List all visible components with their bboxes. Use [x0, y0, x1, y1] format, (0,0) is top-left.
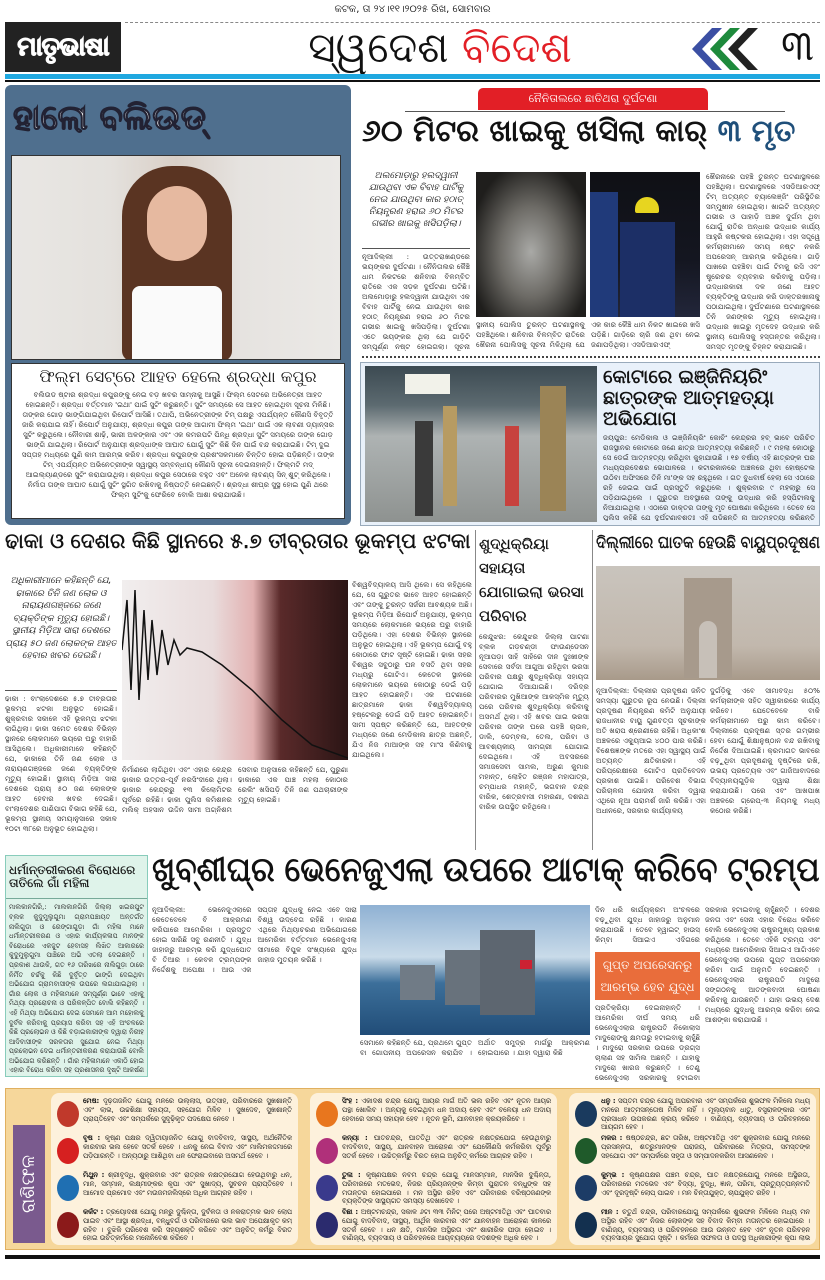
column-divider: [475, 530, 476, 850]
earthquake-body-3: ବିଶ୍ୱବିଦ୍ୟାଳୟ ଆସି ଥିଲେ। ସେ କହିଥିଲେ ଯେ, ସେ ଗୁରୁତର ଭାବେ ଆହତ ହୋଇଛନ୍ତି ଏବଂ ତାଙ୍କୁ ତୁରନ୍ତ ସର୍ଜରୀ ଆବଶ୍ୟକ ଅଛି। ଭୂକମ୍ପ ମିଡ଼ିଆ ରିପୋର୍ଟ ଅନୁଯାୟୀ, ଭୂକମ୍ପ ସମୟରେ ଲୋକମାନେ ଭୟରେ ଘରୁ ବାହାରି ପଡ଼ିଥିଲେ। ଏହା ଦେଶର ବିଭିନ୍ନ ସ୍ଥାନରେ ଅନୁଭୂତ ହୋଇଥିଲା। ଏହି ଭୂକମ୍ପ ଯୋଗୁଁ ବହୁ କୋଠାରେ ଫାଟ ସୃଷ୍ଟି ହୋଇଛି। ଢାକା ସହର ବିଶ୍ୱର ସବୁଠାରୁ ଘନ ବସତି ଥିବା ସହର ମଧ୍ୟରୁ ଗୋଟିଏ। କେତେକ ସ୍ଥାନରେ ଲୋକମାନେ ଭୟରେ କୋଠାରୁ ଡେଇଁ ପଡ଼ି ଆହତ ହୋଇଛନ୍ତି। ଏକ ଘଟଣାରେ ଛାତ୍ରମାନେ ଢାକା ବିଶ୍ୱବିଦ୍ୟାଳୟ ହଷ୍ଟେଲରୁ ଡେଇଁ ପଡ଼ି ଆହତ ହୋଇଛନ୍ତି। ସାମୀ ସ୍ପଷ୍ଟ କରିଛନ୍ତି ଯେ, ଆହତଙ୍କ ମଧ୍ୟରେ ଜଣେ ମେଡିକାଲ ଛାତ୍ର ଅଛନ୍ତି, ଯିଏ ନିଜ ମାଆଙ୍କ ସହ ମାଂସ କିଣିବାକୁ ଯାଇଥିଲେ।: [352, 580, 472, 759]
rashi-item: [575, 1208, 810, 1243]
seismograph-wave: [122, 580, 348, 760]
trump-caption: ସେମାନେ କହିଛନ୍ତି ଯେ, ପ୍ରଥମେ ଗୁପ୍ତ ବା ଗୋପନୀୟ ଅପରେସନ କରାଯିବ । ଅର୍ଥାତ ସମୁଦ୍ର ମାର୍ଗରୁ ଆକ୍ରମଣ ହୋଇପାରେ । ଯାହା ଦ୍ୱାରା କିଛି: [360, 1038, 590, 1057]
trump-body-3: ସରକାର ହଟାଇବାକୁ ଚାହୁଁଛନ୍ତି । ଦେଶର ଜନତା ଏବଂ ସେନା ଏହାର ବିରୋଧ କରିବେ ବୋଲି ଭେନେଜୁଏଲା ରାଷ୍ଟ୍ରମୁଖ୍ୟ ପ୍ରକାଶ କରିଥିଲେ । ତେବେ ଏହିକି ଟ୍ରମ୍ପ ଏବଂ ମଧ୍ୟରେ ଆମେରିକାର ସିଆଇଏ ଆଗିଏବେ ଭେନେଜୁଏଲା ଉପରେ ଗୁପ୍ତ ଅପରେସନ କରିବା ପାଇଁ ଅନୁମତି ଦେଇଛନ୍ତି । ଭେନେଜୁଏଲାର ରାଷ୍ଟ୍ରପତି ମାଦୁରୋ ସଙ୍ଗଠନକୁ ଆତଙ୍କବାଦୀ ଘୋଷଣା କରିବାକୁ ଯାଉଛନ୍ତି । ଯାହା ଉଭୟ ଦେଶ ମଧ୍ୟରେ ଯୁଦ୍ଧକୁ ଆରମ୍ଭ କରିବା ନେଇ ଆଶଙ୍କା କରାଯାଉଛି ।: [705, 905, 820, 1024]
rashi-forecast: ଦୃଢ଼ତାଜନିତ ଯୋଗୁ ମନରେ ଉଲ୍ଲାସ, ଉତ୍ସାହ, ପରିବାରରେ ସୁଖଶାନ୍ତି ଏବଂ ଲାଭ, ଉଚ୍ଚଶିକ୍ଷା ସହାୟତା, ସହଯୋଗ ମିଳିବ । ସୁଖଦେବ, ସୁଖଶାନ୍ତି ପ୍ରାପ୍ତିହେବ ଏବଂ ସମ୍ପର୍କରେ ସୁଦୃଢ଼ିକୃତ ପଦକ୍ଷେପ ନେବେ ।: [83, 1097, 292, 1123]
column-divider: [592, 530, 593, 850]
rashi-item: [57, 1171, 292, 1206]
rashi-item: [575, 1171, 810, 1206]
nainital-headline-main: ୬୦ ମିଟର ଖାଇକୁ ଖସିଲା କାର୍: [362, 114, 708, 149]
rashi-name: ବୃଷ :: [83, 1134, 101, 1142]
earthquake-body-1: ଢାକା : ବାଂଲାଦେଶରେ ୫.୭ ତୀବ୍ରତାର ଭୂକମ୍ପ ଝଟକା ଅନୁଭୂତ ହୋଇଛି। ଶୁକ୍ରବାର ସକାଳେ ଏହି ଭୂକମ୍ପ ଝଟକା ଲାଗିଥିଲା। ଢାକା ସମେତ ଦେଶର ବିଭିନ୍ନ ସ୍ଥାନରେ ଲୋକମାନେ ଭୟରେ ଘରୁ ବାହାରି ଆସିଥିଲେ। ଅଧିକାରୀମାନେ କହିଛନ୍ତି ଯେ, ଢାକାରେ ତିନି ଜଣ ଲୋକ ଓ ନାରାୟଣଗଞ୍ଜରେ ଜଣେ ବ୍ୟକ୍ତିଙ୍କ ମୃତ୍ୟୁ ହୋଇଛି। ସ୍ଥାନୀୟ ମିଡ଼ିଆ ସାରା ଦେଶରେ ପ୍ରାୟ ୫୦ ଜଣ ଲୋକଙ୍କ ଆହତ ହେବାର ଖବର ଦେଇଛି। ବାଂଲାଦେଶର ପାଣିପାଗ ବିଭାଗ କହିଛି ଯେ, ଭୂକମ୍ପ ସ୍ଥାନୀୟ ସମୟାନୁସାରେ ସକାଳ ୧୦ଟା ୩୮ରେ ଅନୁଭୂତ ହୋଇଥିଲା।: [5, 694, 117, 833]
rashi-name: ମକର :: [601, 1134, 623, 1142]
rashi-name: ତୁଳା :: [342, 1171, 361, 1179]
bollywood-section: [5, 85, 351, 525]
capricorn-icon: [575, 1138, 597, 1164]
seismograph-image: [122, 580, 348, 760]
taurus-icon: [57, 1138, 79, 1164]
delhi-body-1: ନୂଆଦିଲ୍ଲୀ: ଦିଲ୍ଲୀର ପ୍ରଦୂଷଣ ଜନିତ ସମସ୍ୟା ଗୁରୁତର ରୂପ ନେଉଛି। ଦିଲ୍ଲୀ ପ୍ରଦୂଷଣ ନିୟନ୍ତ୍ରଣ କମିଟି ଅନୁଯାୟୀ ରାଜଧାନୀର ବାୟୁ ଗୁଣବତ୍ତା ସୂଚକାଙ୍କ ଅତି ଖରାପ ଶ୍ରେଣୀରେ ରହିଛି। ଅଧିକାଂଶ ଅଞ୍ଚଳରେ ଏକ୍ୟୁଆଇ ୪୦୦ ପାର କରିଛି। ବିଶେଷଜ୍ଞଙ୍କ ମତରେ ଏହା ସ୍ୱାସ୍ଥ୍ୟ ପାଇଁ ଅତ୍ୟନ୍ତ କ୍ଷତିକାରକ। ଏହି ପରିପ୍ରେକ୍ଷୀରେ ଗୋଟିଏ ପ୍ରତିବେଦନ ପ୍ରକାଶ ପାଇଛି। ପରିବେଶ ବିଭାଗ ପରିଚାଳନା ଯୋଜନା କରିବା ଦ୍ୱାରା ଏଥିରେ ନୂଆ ପରାମର୍ଶ ଜାରି କରିଛି। ଏହା ଅଧୀନରେ, ସରକାର କାର୍ଯ୍ୟାଳୟ: [596, 686, 706, 815]
rashi-text: [342, 1097, 551, 1132]
nainital-photo-car: [476, 172, 586, 317]
gemini-icon: [57, 1175, 79, 1201]
nainital-body-2: ସ୍ଥାନୀୟ ପୋଲିସ ତୁରନ୍ତ ଘଟଣାସ୍ଥଳକୁ ପହଞ୍ଚିଥିଲେ। ଶନିବାର ବିଳମ୍ବିତ ରାତିରେ ଖୈରନା ପୋଲିସକୁ ସୂଚନା ମିଳିଥିଲା ଯେ ଏକ କାର କୈଞ୍ଚି ଧାମ ନିକଟ ଖାଇରେ ଖସି ପଡ଼ିଛି। ଗାଡ଼ିରେ ଚାରି ଜଣ ଥିବା ନେଇ ଜଣାପଡ଼ିଥିଲା। ଏସଡିଆରଏଫ୍: [476, 320, 700, 349]
section-title-swadesh: ସ୍ୱଦେଶ: [308, 23, 449, 72]
nainital-tag: ନୈନିତାଲରେ ଛାତିଥରା ଦୁର୍ଘଟଣା: [478, 88, 708, 110]
rashi-forecast: ଚତୁର୍ଥ ଚନ୍ଦ୍ର, ପରିବାରଯୋଗୁ ସମ୍ପର୍କରେ ଶୁଭଫଳ ମିଳିଲେ ମଧ୍ୟ ମନ ଅସ୍ଥିର ରହିବ ଏବଂ ନିଜର ଲୋକଙ୍କ ସହ ବିବାଦ କିମ୍ବା ମତାନ୍ତର ହୋଇପାରେ । ବାଣିଜ୍ୟ, ବ୍ୟବସାୟ ଓ ପରିବହନରେ ଆଉ ଉନ୍ନତ ହେବ ଏବଂ ନୂତନ ପରିବହନ ବ୍ୟବସାୟର ସୁଯୋଗ ସୃଷ୍ଟି । କର୍ମରେ ସଫଳତା ଓ ପଦସ୍ଥ ଅଧିକାରୀଙ୍କ କୃପା ଲାଭ: [601, 1208, 810, 1243]
rashiphala-column: [569, 1093, 816, 1245]
rule: [362, 248, 470, 249]
masthead-logo: ମାତୃଭାଷା: [5, 22, 121, 72]
nainital-body-1: ନୂଆଦିଲ୍ଲୀ : ଉତ୍ତରାଖଣ୍ଡରେ ଭୟଙ୍କର ଦୁର୍ଘଟଣା । ନୈନିତାଲର କୈଞ୍ଚି ଧାମ ନିକଟରେ ଶନିବାର ବିଳମ୍ବିତ ରାତିରେ ଏକ ସଡ଼କ ଦୁର୍ଘଟଣା ଘଟିଛି। ଅଲମୋଡ଼ାରୁ ହଲଦ୍ୱାନୀ ଯାଉଥିବା ଏକ ବିବାହ ପାର୍ଟିକୁ ନେଇ ଯାଉଥିବା କାର ହଠାତ୍ ନିୟନ୍ତ୍ରଣ ହରାଇ ୬୦ ମିଟର ଗଭୀର ଖାଇକୁ ଖସିପଡ଼ିଲା। ଦୁର୍ଘଟଣା ଏତେ ଭୟଙ୍କର ଥିଲା ଯେ ଗାଡ଼ିଟି ସମ୍ପୂର୍ଣ୍ଣ ନଷ୍ଟ ହୋଇଗଲା। ସୂଚନା: [362, 252, 470, 351]
rashi-text: [83, 1134, 292, 1169]
trump-body-1: ନୂଆଦିଲ୍ଲୀ: ଭେନେଜୁଏଲାରେ କେତେବେଳେ ବି ଆକ୍ରମଣ କରିପାରେ ଆମେରିକା । ପ୍ରସ୍ତୁତ ହୋଇ ସାରିଛି ସବୁ ରଣନୀତି । ଯୁଦ୍ଧ ଜାହାଜରୁ ଆରମ୍ଭ କରି ଯୁଦ୍ଧପୋତ ବି ତିଆର । କେବଳ ଟ୍ରମ୍ପଙ୍କ ନିର୍ଦ୍ଦେଶକୁ ଅପେକ୍ଷା । ଆଉ ଏକ ସପ୍ତାହ ଯୁଦ୍ଧକୁ ନେଇ ଏବେ ସାରା ବିଶ୍ୱ ଉଦ୍‌ବେଗ ରହିଛି । କାରଣ ଏଥିରେ ମିଥ୍ୟାଚରଣ ଅଭିଯୋଗରେ ଆମେରିକା ବର୍ତ୍ତମାନ ଭେନେଜୁଏଲା ସୀମାରେ ବିପୁଳ ସଂଖ୍ୟାରେ ଯୁଦ୍ଧ ଜାହାଜ ମୁତୟନ କରିଛି ।: [152, 905, 357, 974]
bollywood-photo: [11, 155, 341, 360]
dateline: କଟକ, ତା ୨୪।୧୧।୨୦୨୫ ରିଖ, ସୋମବାର: [334, 4, 491, 15]
shuddhi-headline: ଶୁଦ୍ଧିକ୍ରିୟା ସହାୟତା ଯୋଗାଇଲା ଭରସା ପରିବାର: [479, 535, 584, 625]
trump-body-2-column: [595, 905, 700, 1082]
nainital-photo-rescue: [590, 172, 700, 317]
warships-photo: [360, 905, 590, 1035]
rashi-forecast: କୃଷ୍ଣ ପକ୍ଷର ଦ୍ୱିତୀୟାଜନିତ ଯୋଗୁ ବାଦବିବାଦ, ସାସ୍ଥ୍ୟ, ଅର୍ଥନୈତିକ କାରବାର ଭଲ ହେବେ ସତର୍କ ହେବେ । ଧନକୁ ନେଇ ବିବାଦ ଏବଂ ମାଲିମକଦ୍ଦମାରେ ପଡ଼ିପାରନ୍ତି । ଅନ୍ୟଠାରୁ ଆଶିଥିବା ଧନ ଫେରାଇବାରେ ଅସମର୍ଥ ହେବେ ।: [83, 1134, 292, 1160]
kota-photo: [365, 366, 597, 522]
earthquake-pullquote: ଅଧିକାରୀମାନେ କହିଛନ୍ତି ଯେ, ଢାକାରେ ତିନି ଜଣ ଲୋକ ଓ ନାରାୟଣଗଞ୍ଜରେ ଜଣେ ବ୍ୟକ୍ତିଙ୍କ ମୃତ୍ୟୁ ହୋଇଛି। ସ୍ଥାନୀୟ ମିଡ଼ିଆ ସାରା ଦେଶରେ ପ୍ରାୟ ୫୦ ଜଣ ଲୋକଙ୍କ ଆହତ ହେବାର ଖବର ଦେଇଛି।: [5, 576, 117, 661]
rashi-forecast: ଘାତଚନ୍ଦ୍ର, ଘାତତିଥି ଏବଂ ରାତ୍ରକ ନକ୍ଷତ୍ରଯୋଗ ହେଉଥିବାରୁ ବାଦବିବାଦ, ସାସ୍ଥ୍ୟ, ଯାନବାହନ ଆରୋହଣ ଏବଂ ଯେକୌଣସି କର୍ମକରିବା ପୂର୍ବରୁ ସତର୍କ ହେବେ । ଉଚ୍ଚିତ୍‌କର୍ମରୁ ବିରତ ହୋଇ ଅନୁଚିତ୍ କର୍ମରେ ଆଗ୍ରହ ରହିବ ।: [342, 1134, 551, 1160]
earthquake-body-2: ନିର୍ମାଣରେ ଲାଗିଥିବା ଏବଂ ଏହାର କେନ୍ଦ୍ର ଢାକାର ଉତ୍ତର-ପୂର୍ବ ନରସିଂଦୀରେ ଥିଲା। ଢାକାର କେନ୍ଦ୍ରରୁ ୧୩ କିଲୋମିଟର ପୂର୍ବରେ ରହିଛି। ଢାକା ପୁଲିସ କମିଶନର ମଲିକ୍ ଅହସାନ ଉଦ୍ଦିନ ସାମୀ ଅଗ୍ନିଶମ ସେବାର ଅନୁସାରେ କହିଛନ୍ତି ଯେ, ପୁରୁଣା ଢାକାରେ ଏକ ପାଞ୍ଚ ମହଲା କୋଠାର ରେଲିଂ ଖସିପଡ଼ି ତିନି ଜଣ ପଥଚାରୀଙ୍କ ମୃତ୍ୟୁ ହୋଇଛି।: [122, 765, 348, 814]
conversion-section: [5, 855, 148, 1077]
rashiphala-column: [310, 1093, 557, 1245]
rashi-name: କୁମ୍ଭ :: [601, 1171, 625, 1179]
rashi-forecast: ତ୍ରୟୋଦଶୀ ଯୋଗୁ ମନରୁ ଦୁଶ୍ଚିନ୍ତା, ଦୁର୍ବଳତା ଓ ନକରାତ୍ମକ ଭାବ ଲୋପ ପାଇବ ଏବଂ ଆସ୍ଥା ଶ୍ରଦ୍ଧା, ବନ୍ଧୁବର୍ଗ ଓ ପରିବାରରେ ଭଲ ଭାବ ଅପେକ୍ଷାକୃତ କମ୍ ରହିବ । ବୁଝିକି ପରିବେଶ କରି ସହ୍ୟଶକ୍ତି କରିବେ ଏବଂ ଅନୁଚିତ୍ କର୍ମରୁ ବିରତ ହୋଇ ଉଚିତ୍‌କର୍ମରେ ମନୋନିବେଶ କରିବେ ।: [83, 1208, 292, 1243]
masthead-black-rule: [5, 80, 820, 82]
nainital-body-3: ଖୈରନାରେ ପହଞ୍ଚି ତୁରନ୍ତ ଘଟଣାସ୍ଥଳରେ ପହଞ୍ଚିଥିଲା। ଘଟଣାସ୍ଥଳରେ ଏସଡିଆରଏଫ୍ ଟିମ୍ ଅତ୍ୟନ୍ତ ଚ୍ୟାଲେଞ୍ଜିଂ ପରିସ୍ଥିତିର ସମ୍ମୁଖୀନ ହୋଇଥିଲା। ଖାଇଟି ଅତ୍ୟନ୍ତ ଗଭୀର ଓ ପାହାଡ଼ି ଅଞ୍ଚଳ ଦୁର୍ଗମ ଥିବା ଯୋଗୁଁ ରାତିର ଅନ୍ଧାର ଉଦ୍ଧାର କାର୍ଯ୍ୟ ଆହୁରି କଷ୍ଟକର ହୋଇଥିଲା। ଏହା ସତ୍ତ୍ୱେ କର୍ମଚାରୀମାନେ ସମୟ ନଷ୍ଟ ନକରି ଅପରେସନ୍ ଆରମ୍ଭ କରିଥିଲେ। ଗାଡ଼ି ପାଖରେ ପହଞ୍ଚିବା ପାଇଁ ଟିମକୁ ରସି ଏବଂ ଷ୍ଟ୍ରେଚର ବ୍ୟବହାର କରିବାକୁ ପଡ଼ିଲା। ଉଦ୍ଧାରକାରୀ ଦଳ ଜଣେ ଆହତ ବ୍ୟକ୍ତିଙ୍କୁ ଉଦ୍ଧାର କରି ଡାକ୍ତରଖାନାକୁ ପଠାଯାଇଥିଲା। ଦୁର୍ଘଟଣାରେ ଘଟଣାସ୍ଥଳରେ ତିନି ଜଣଙ୍କର ମୃତ୍ୟୁ ହୋଇଥିଲା। ଉଦ୍ଧାର ଖାଇରୁ ମୃତଦେହ ଉଦ୍ଧାର କରି ସ୍ଥାନୀୟ ପୋଲିସକୁ ହସ୍ତାନ୍ତର କରିଥିଲା। ସମସ୍ତ ମୃତଙ୍କୁ ଚିହ୍ନଟ କରାଯାଇଛି।: [706, 172, 820, 351]
trump-headline-box: [152, 852, 820, 898]
section-title-bidesh: ବିଦେଶ: [461, 23, 572, 72]
rashi-name: କର୍କଟ :: [83, 1208, 104, 1216]
kota-section: [360, 362, 820, 526]
rashi-forecast: କୃଷ୍ଣପକ୍ଷର ନବମ ଚନ୍ଦ୍ର ଯୋଗୁ ମାନସମ୍ମାନ, ମାନସିକ ଦୁଶ୍ଚିନ୍ତା, ପରିବାରରେ ମତଭେଦ, ନିଜର ପ୍ରିୟଜନ୍ଙ୍କ କିମ୍ବା ପୁରାତନ ବନ୍ଧୁଙ୍କ ସହ ମତାନ୍ତର ହୋଇପାରେ । ମନ ଅସ୍ଥିର ରହିବ ଏବଂ ପରିବାରର ବରିଷ୍ଠଜଣଙ୍କ ବ୍ୟକ୍ତିଙ୍କ ସାସ୍ଥ୍ୟଗତ ସମସ୍ୟା ଦେଖାଦେବ ।: [342, 1171, 551, 1206]
rashi-item: [57, 1097, 292, 1132]
libra-icon: [316, 1175, 338, 1201]
rashi-forecast: ଶ୍ରୀବୃଦ୍ଧି, ଶୁକ୍ରବାର ଏବଂ ରାତ୍ରକ ନକ୍ଷତ୍ରଯୋଗ ହେଉଥିବାରୁ ଧନ, ମାନ, ସମ୍ମାନ, ଲକ୍ଷ୍ମୀଙ୍କର କୃପା ଏବଂ ସୁଖାଦ୍ୟ, ସୁବଚନ ପ୍ରାପ୍ତିହେବ । ଆମୋଦ ପ୍ରମୋଦ ଏବଂ ମଉଜମଜଲିସ୍‌ରେ ଅଧିକ ଆଗ୍ରହ ରହିବ ।: [83, 1171, 292, 1197]
rashi-name: ମିଥୁନ :: [83, 1171, 105, 1179]
bollywood-text-panel: [11, 363, 345, 519]
conversion-headline: ଧର୍ମାନ୍ତରୀକରଣ ବିରୋଧରେ ତାତିଲେ ଗାଁ ମହିଳା: [6, 856, 147, 899]
rashi-text: [83, 1097, 292, 1132]
footer-rule: [5, 1255, 820, 1259]
section-title: [240, 22, 640, 74]
rashi-item: [316, 1171, 551, 1206]
rashi-text: [601, 1134, 810, 1169]
rashi-item: [575, 1097, 810, 1132]
trump-callout: ଗୁପ୍ତ ଅପରେସନରୁ ଆରମ୍ଭ ହେବ ଯୁଦ୍ଧ: [595, 952, 700, 1000]
rashi-name: ମୀନ :: [601, 1208, 619, 1216]
rashi-item: [57, 1208, 292, 1243]
trump-body-2: ଦିନ ଧରି କାର୍ଯ୍ୟକ୍ରମ ଅଂଚଳରେ ବଢ଼ୁଥିବା ଯୁଦ୍ଧ ଜାହାଜରୁ ଅନୁମାନ କରାଯାଉଛି । ତେବେ ହ୍ୱାଇଟ୍ ହାଉସ୍ କିମ୍ବା ସିଆଇଏ ଏଦିଗରେ ପ୍ରତିକ୍ରିୟା ଦେଇନାହାନ୍ତି । ଆମେରିକା ଦୀର୍ଘ ସମୟ ଧରି ଭେନେଜୁଏଲାର ରାଷ୍ଟ୍ରପତି ନିକୋଲାସ ମାଦୁରୋଙ୍କୁ କ୍ଷମତାରୁ ହଟାଇବାକୁ ଚାହୁଁଛି । ମାଦୁରୋ ସରକାର ଉପରେ ଡ୍ରଗ୍ସ ଚାଲାଣ ସହ ସାମିଲ ଅଛନ୍ତି । ଯାହାକୁ ମାଦୁରୋ ଖାରଜ କରୁଛନ୍ତି । ତେଣୁ ଭେନେଜୁଏଲା ସରକାରକୁ ହଟାଇବା: [595, 905, 700, 1082]
rashi-name: ବିଛା :: [342, 1208, 359, 1216]
rashi-text: [83, 1208, 292, 1243]
virgo-icon: [316, 1138, 338, 1164]
delhi-headline: ଦିଲ୍ଲୀରେ ଘାତକ ହେଉଛି ବାୟୁପ୍ରଦୂଷଣ: [596, 533, 820, 553]
bollywood-headline: ଫିଲ୍ମ ସେଟ୍‌ରେ ଆହତ ହେଲେ ଶ୍ରଦ୍ଧା କପୁର: [39, 367, 317, 386]
nainital-headline-count: ୩ ମୃତ: [717, 114, 796, 149]
rashi-forecast: ଏକାଦଶ ଚନ୍ଦ୍ର ଯୋଗୁ ଆୟର ମାର୍ଗ ଅତି ଭଲ ରହିବ ଏବଂ ନୂତନ ଆୟର ପନ୍ଥା ଖୋଲିବ । ଅନ୍ୟକୁ ଦେଇଥିବା ଧନ ଅଦାୟ ହେବ ଏବଂ ବଳେୟା ଧନ ଅଦାୟ ହେବାରେ ସମୟ ସହାୟକ ହେବ । ନୂତନ ଭୂମି, ଯାନବାହନ କ୍ରୟକରିବେ ।: [342, 1097, 551, 1123]
chevrons-icon: [690, 28, 765, 70]
rashi-item: [57, 1134, 292, 1169]
scorpio-icon: [316, 1212, 338, 1238]
rashi-name: ମେଷ:: [83, 1097, 100, 1105]
rashi-forecast: ସପ୍ତମ ଚନ୍ଦ୍ର ଯୋଗୁ ଅପରବାର ଏବଂ ସମ୍ପର୍କରେ ଶୁଭଫଳ ମିଳିଲେ ମଧ୍ୟ ମନରେ ଆତ୍ମସନ୍ତୋଷ ମିଳିବ ନାହିଁ । ମୂଲ୍ୟବାନ ଧାତୁ, ବସ୍ତ୍ରାଳଙ୍କାର ଏବଂ ପ୍ରସାଧନ ଉପକରଣ କ୍ରୟ କରିବେ । ବାଣିଜ୍ୟ, ବ୍ୟବସାୟ ଓ ପରିବହନରେ ଆୟଗମ ହେବ ।: [601, 1097, 810, 1132]
kota-body: ଜୟପୁର: ମେଡିକାଲ ଓ ଇଞ୍ଜିନିୟରିଂ କୋଚିଂ କେନ୍ଦ୍ରର ହବ୍ ଭାବେ ପରିଚିତ ରାଜସ୍ଥାନର କୋଟାରେ ଜଣେ ଛାତ୍ର ଆତ୍ମହତ୍ୟା କରିଛନ୍ତି । ୯ ମହଲା କୋଠାରୁ ସେ ଡେଇଁ ଆତ୍ମହତ୍ୟା କରିଥିବା କୁହାଯାଉଛି । ୧୭ ବର୍ଷୀୟ ଏହି ଛାତ୍ରଙ୍କ ଘର ମଧ୍ୟପ୍ରଦେଶର ଭୋପାଳରେ । କଟାରକାନରେ ଅଞ୍ଚଳରେ ଥିବା ହୋଷ୍ଟେଲ ଉଠିବା ଅଫିସରେ ତିନି ମା'ଙ୍କ ସହ ରହୁଥିଲେ । ଗତ ବୁଧବାର୍ଷ ହେଲା ସେ ଏଠାରେ ରହି ଜେଇଇ ପାଇଁ ପ୍ରସ୍ତୁତି କରୁଥିଲେ । ଶୁକ୍ରବାର ୯ ମହଲାରୁ ସେ ପଡ଼ିଯାଇଥିଲେ । ଗୁରୁତର ଅବସ୍ଥାରେ ତାଙ୍କୁ ଉଦ୍ଧାର କରି ହସ୍ପିଟାଲକୁ ନିଆଯାଇଥିଲା । ଏଠାରେ ଡାକ୍ତର ତାଙ୍କୁ ମୃତ ଘୋଷଣା କରିଥିଲେ । ତେବେ ସେ ପୁଲିସ କହିଛି ଯେ ଦୁର୍ଘଟଣାବଶତଃ ଏହି ପଡ଼ିଛନ୍ତି ନା ଆତ୍ମହତ୍ୟା କରିଛନ୍ତି: [603, 432, 815, 521]
rashiphala-section: [5, 1088, 820, 1250]
delhi-body-2: ଦୁର୍ଗଡ଼ିକୁ ଏବେ ସୀମାବଦ୍ଧ ୫୦% କର୍ମଚାରୀଙ୍କ ସହିତ ସ୍ୱୀକାରରେ କାର୍ଯ୍ୟ କରିବେ। ଯେତେବେଳେ ବାକି କର୍ମଚାରୀମାନେ ଘରୁ କାମ କରିବେ। ଦିଲ୍ଲୀରେ ପ୍ରଦୂଷଣ ସ୍ତର ଗମ୍ଭୀର ହେବା ଯୋଗୁଁ ଶିକ୍ଷାନୁଷ୍ଠାନ ବନ୍ଦ ରଖିବାକୁ ନିର୍ଦ୍ଦେଶ ଦିଆଯାଇଛି। କ୍ରମାଗତ ଭାବରେ ବଢ଼ୁଥିବା ପ୍ରଦୂଷଣକୁ ଦୃଷ୍ଟିରେ ରଖି, ଉଭୟ ପ୍ରତ୍ୟେକ ଏବଂ ଗାଜିଆବାଦରେ ବିଦ୍ୟାଳୟଗୁଡ଼ିକ ଦ୍ୱାରା ଶିକ୍ଷା କରାଯାଉଛି। ପରେ ଏବଂ ଆଖପାଖ ଅଞ୍ଚଳରେ ଗ୍ରେପ୍-୩ ନିୟମକୁ ମଧ୍ୟ କଠୋର କରିଛି।: [710, 686, 820, 815]
masthead-blue-rule: [5, 74, 820, 79]
rashi-item: [575, 1134, 810, 1169]
rashi-text: [601, 1097, 810, 1132]
page-number: ୩: [780, 21, 814, 70]
rashi-text: [601, 1171, 810, 1206]
leo-icon: [316, 1101, 338, 1127]
rashiphala-column: [51, 1093, 298, 1245]
aquarius-icon: [575, 1175, 597, 1201]
rashi-name: ଧନୁ :: [601, 1097, 616, 1105]
earthquake-headline: ଢାକା ଓ ଦେଶର କିଛି ସ୍ଥାନରେ ୫.୭ ତୀବ୍ରତାର ଭୂକମ୍ପ ଝଟକା: [5, 529, 471, 553]
kota-text-column: [603, 367, 815, 521]
nainital-lead: ଅଲମୋଡ଼ାରୁ ହଲଦ୍ୱାନୀ ଯାଉଥିବା ଏକ ବିବାହ ପାର୍ଟିକୁ ନେଇ ଯାଉଥିବା କାର ହଠାତ୍ ନିୟନ୍ତ୍ରଣ ହରାଇ ୬୦ ମିଟର ଗଭୀର ଖାଇକୁ ଖସିପଡ଼ିଲା।: [368, 171, 464, 229]
india-gate-photo: [596, 566, 820, 680]
shuddhi-column: [479, 532, 589, 850]
earthquake-headline-box: [5, 530, 471, 560]
rashi-text: [342, 1134, 551, 1169]
rashi-forecast: ଅଷ୍ଟମଚନ୍ଦ୍ର, ସକାଳ ୬ଟା ୩୩ ମିନିଟ୍ ପରେ ଅଷ୍ଟମୀତିଥି ଏବଂ ଘାତବାର ଯୋଗୁ ବାଦବିବାଦ, ସାସ୍ଥ୍ୟ, ଆର୍ଥିକ କାରବାର ଏବଂ ଯାନବାହନ ଆରୋହଣ କାଳରେ ସତର୍କ ହେବେ । ଧନ କ୍ଷତି, ମାନସିକ ଅସ୍ଥିରତା ଏବଂ ଶାରୀରିକ ପୀଡ଼ା ହୋଇବ । ବାଣିଜ୍ୟ, ବ୍ୟବସାୟ ଓ ପରିବହନରେ ଆୟବ୍ୟୟରେ ଦଦଶଙ୍କ ଅଧିକ ହେବ ।: [342, 1208, 551, 1243]
dotted-divider: [362, 356, 820, 358]
rashi-item: [316, 1208, 551, 1243]
rashi-text: [601, 1208, 810, 1243]
rashi-item: [316, 1134, 551, 1169]
cancer-icon: [57, 1212, 79, 1238]
rashi-text: [342, 1208, 551, 1243]
nainital-headline: [362, 115, 795, 148]
rashi-forecast: କୃଷ୍ଣପକ୍ଷର ପଞ୍ଚମ ଚନ୍ଦ୍ର, ଘାତ ନକ୍ଷତ୍ରଯୋଗୁ ମନରେ ଅସ୍ଥିରତା, ପରିବାରରେ ମତଭେଦ ଏବଂ ବିଦ୍ୟା, ବୁଦ୍ଧି, ଜ୍ଞାନ, ପରିମା, ପ୍ରତ୍ୟୁତ୍ପନ୍ନମତି ଏବଂ ଦୂରଦୃଷ୍ଟି ଲୋପ୍ ପାଇବ । ମନ ଚିନ୍ତାଯୁକ୍ତ, ଚାପଯୁକ୍ତ ରହିବ ।: [601, 1171, 810, 1197]
rashi-item: [316, 1097, 551, 1132]
rashi-name: ସିଂହ :: [342, 1097, 359, 1105]
sagittarius-icon: [575, 1101, 597, 1127]
rashiphala-columns: [51, 1093, 816, 1245]
rashi-name: କନ୍ୟା :: [342, 1134, 368, 1142]
rule: [405, 111, 785, 112]
bollywood-banner: ହାଲୋ ବଲିଉଡ୍: [13, 98, 206, 138]
rashi-text: [342, 1171, 551, 1206]
nainital-headline-box: [362, 115, 820, 155]
conversion-body: ମାଲକାନଗିରି,: ମାଲକାନଗିରି ଜିଲ୍ଲା ଖଇରପୁଟ ବ୍ଲକ କୁଦୁମୁଲୁଗୁମା ଗ୍ରାମପଞ୍ଚାୟତ ଅନ୍ତର୍ଗତ ନାଲିଗୁଡ଼ା ଓ ରେଙ୍ଗାଗୁଡ଼ା ଗାଁ ମହିଳା ମାନେ ଧର୍ମାନ୍ତରୀକରଣ ଓ ଏହାର କାର୍ଯ୍ୟକଳାପ ମାନଙ୍କ ବିରୋଧରେ ଏକଜୁଟ ହେବାସହ ଲିଖିତ ଆକାରରେ କୁଦୁମୁଲୁଗୁମା ପାଞ୍ଚିରେ ଅଭି ଏତଲା ଦେଇଛନ୍ତି । ପ୍ରକାଶ ଥାଉକି, ଗତ ୧୬ ତାରିଖରେ ନାଲିଗୁଡ଼ା ଠାରେ ନିର୍ମିତ ଚର୍ଚ୍ଚକୁ କିଛି ଦୁର୍ବୃତ୍ତ ଭାଙ୍ଗି ଦେଇଥିବା ଅଭିଯୋଗ ଗ୍ରାମବାସୀଙ୍କ ଉପରେ ଲଗାଯାଇଥିଲା । ଗାଁର ଲୋକ ଓ ମହିଳାମାନେ ସମ୍ପୂର୍ଣ୍ଣ ଭାବେ ଏହାକୁ ମିଥ୍ୟା ପ୍ରରୋଚନା ଓ ପରିକଳ୍ପିତ ବୋଲି କହିଛନ୍ତି । ଏହି ମିଥ୍ୟା ଅଭିଯୋଗ ଦେଇ ସେମାନେ ଆମ ମହୋଲକୁ ଦୁର୍ବଳ କରିବାକୁ ପ୍ରୟାସ କରିବା ସହ ଏହି ଅଂଚଳରେ କିଛି ପ୍ରଲୋଭନ ଓ କିଛି ବଡ଼ାଇକାରୀଙ୍କ ଦ୍ୱାରା ନିରୀହ ଆଦିବାସୀଙ୍କ ସରଳତାର ସୁଯୋଗ ନେଇ ମିଥ୍ୟା ପ୍ରଲୋଭନ ଦେଇ ଧର୍ମାନ୍ତରୀକରଣ କରାଯାଉଛି ବୋଲି ଅଭିଯୋଗ କରିଛନ୍ତି । ଗାଁର ମହିଳାମାନେ ଏକାଠି ହୋଇ ଏହାର ବିରୋଧ କରିବା ସହ ପ୍ରଶାସନର ଦୃଷ୍ଟି ଆକର୍ଷଣ: [9, 903, 144, 1075]
rashiphala-title: ରାଶିଫଳ: [13, 1125, 45, 1243]
aries-icon: [57, 1101, 79, 1127]
rashi-forecast: ଷଷ୍ଠଚନ୍ଦ୍ର, ଛଟ ତାରିଖ, ଅଷ୍ଟମୀତିଥି ଏବଂ ଶୁକ୍ରବାର ଯୋଗୁ ମନରେ ପ୍ରସନ୍ନତା, ଶତ୍ରୁମାନଙ୍କ ପରାଜୟ, ପରିବାରରେ ମିତ୍ରତା, ସମସ୍ତଙ୍କ ସହଯୋଗ ଏବଂ ସମ୍ପର୍କରେ ସହୃତା ଓ ସମ୍ପାଦନକରିବା ଆସଣଲେବ ।: [601, 1134, 810, 1160]
kota-headline: କୋଟାରେ ଇଞ୍ଜିନିୟରିଂ ଛାତ୍ରଙ୍କ ଆତ୍ମହତ୍ୟା ଅଭିଯୋଗ: [603, 367, 774, 430]
delhi-headline-box: [596, 533, 820, 561]
rule: [5, 690, 117, 691]
bollywood-body: ବଲିଉଡ ଷ୍ଟାର ଶ୍ରଦ୍ଧା କପୁରଙ୍କୁ ନେଇ ବଡ଼ ଖବର ସାମ୍ନାକୁ ଆସୁଛି। ଫିଲ୍ମ ସେଟରେ ଅଭିନେତ୍ରୀ ଆହତ ହୋଇଛନ୍ତି। ଶ୍ରଦ୍ଧା ବର୍ତ୍ତମାନ 'ଇଥା' ପାଇଁ ସୁଟିଂ କରୁଛନ୍ତି। ସୁଟିଂ ସମୟରେ ସେ ଆହତ ହୋଇଥିବା ସୂଚନା ମିଳିଛି। ତାଙ୍କର ଗୋଡ଼ ଭାଙ୍ଗିଯାଇଥିବା ରିପୋର୍ଟ ଆସିଛି। ତଥାପି, ଅଭିନେତ୍ରୀଙ୍କ ଟିମ୍ ପକ୍ଷରୁ ଏପର୍ଯ୍ୟନ୍ତ କୌଣସି ବିବୃତ୍ତି ଜାରି କରାଯାଇ ନାହିଁ। ରିପୋର୍ଟ ଅନୁଯାୟୀ, ଶ୍ରଦ୍ଧା କପୁର ତାଙ୍କ ଆଗାମୀ ଫିଲ୍ମ 'ଇଥା' ପାଇଁ ଏକ ଲାବଣୀ ଡ୍ୟାନ୍ସର ସୁଟିଂ କରୁଥିଲେ। ନୌବାରୀ ଶାଢ଼ି, ଭାରୀ ଅଳଙ୍କାର ଏବଂ ଏକ କମରପଟି ପିନ୍ଧି ଶ୍ରଦ୍ଧା ସୁଟିଂ ସମୟରେ ତାଙ୍କ ଗୋଡ଼ ଭାଙ୍ଗି ଯାଇଥିଲା। ରିପୋର୍ଟ ଅନୁଯାୟୀ ଶ୍ରଦ୍ଧାଙ୍କ ଆଘାତ ଯୋଗୁଁ ସୁଟିଂ କିଛି ଦିନ ପାଇଁ ବନ୍ଦ କରାଯାଇଛି। ଟିମ୍ ଦୁଇ ସପ୍ତାହ ମଧ୍ୟରେ ପୁଣି କାମ ଆରମ୍ଭ କରିବ। ଶ୍ରଦ୍ଧା କପୁରଙ୍କ ପ୍ରଶଂସକମାନେ ଚିନ୍ତିତ ହୋଇ ପଡ଼ିଛନ୍ତି। ତାଙ୍କ ଟିମ୍ ଏପର୍ଯ୍ୟନ୍ତ ଅଭିନେତ୍ରୀଙ୍କ ସ୍ୱାସ୍ଥ୍ୟ ସମ୍ବନ୍ଧୀୟ କୌଣସି ସୂଚନା ଦେଇନାହାନ୍ତି। ଫିଲ୍ମଟି ମଦ୍ ଆଇଲ୍ୟାଣ୍ଡରେ ସୁଟିଂ କରାଯାଉଥିଲା। ଶ୍ରଦ୍ଧା କପୁର ସେଠାରେ ବହୁତ ଏବଂ ଅନେକ ଲାବଣ୍ୟ ସିନ୍ ଶୁଟ୍ କରିଥିଲେ। ନିର୍ମାତା ତାଙ୍କ ଆଘାତ ଯୋଗୁଁ ସୁଟିଂ ସ୍ଥଗିତ ରଖିବାକୁ ନିଷ୍ପତ୍ତି ନେଇଛନ୍ତି। ଶ୍ରଦ୍ଧା ଶୀଘ୍ର ସୁସ୍ଥ ହୋଇ ପୁଣି ଥରେ ଫିଲ୍ମ ସୁଟିଂକୁ ଫେରିବେ ବୋଲି ଆଶା କରାଯାଉଛି।: [21, 389, 335, 499]
pisces-icon: [575, 1212, 597, 1238]
rashi-text: [83, 1171, 292, 1206]
trump-headline: ଖୁବ୍‌ଶୀଘ୍ର ଭେନେଜୁଏଲା ଉପରେ ଆଟାକ୍ କରିବେ ଟ୍ରମ୍ପ: [152, 850, 820, 890]
shuddhi-body: କେନ୍ଦୁଝର: କେନ୍ଦୁଝର ଜିଲ୍ଲା ପାଟଣା ବ୍ଲକ ଗଡ଼ଚଣ୍ଡୀ ଫାଉଣ୍ଡେସନ ନୂଆପଡ଼ା ସାହି ସାହିରେ ଦୀନ ଦୁଃଖୀଙ୍କ ସେବାରେ ସର୍ବଦା ଆଗୁଆ ରହିଥିବା ଭରସା ପରିବାର ପକ୍ଷରୁ ଶୁଦ୍ଧିକ୍ରିୟା ସହାୟତା ଯୋଗାଇ ଦିଆଯାଇଛି। ଦରିଦ୍ର ପରିବାରର ମୁଖିଆଙ୍କ ଆକସ୍ମିକ ମୃତ୍ୟୁ ପରେ ପରିବାର ଶୁଦ୍ଧିକ୍ରିୟା କରିବାକୁ ଅସମର୍ଥ ଥିଲା। ଏହି ଖବର ପାଇ ଭରସା ପରିବାର ତାଙ୍କ ଘରେ ପହଞ୍ଚି ଚାଉଳ, ଡାଲି, ଡେମ୍ବଲ, ତେଲ, ପରିବା ଓ ଆବଶ୍ୟକୀୟ ସାମଗ୍ରୀ ଯୋଗାଇ ଦେଇଥିଲେ। ଏହି ଅବସରରେ ସମାଜସେବୀ ସାମଲ, ଅରୁଣ କୁମାର ମହାନ୍ତ, ଲୋହିତ ରଞ୍ଜନ ମହାପାତ୍ର, ଚମ୍ପାଧର ମହାନ୍ତି, ଭଗବାନ ଚନ୍ଦ୍ର ବାରିକ, ଶେତ୍ରବାସୀ ମହାରଣା, ଦଶରଥ ବାରିକ ଉପସ୍ଥିତ ରହିଥିଲେ।: [479, 632, 589, 811]
